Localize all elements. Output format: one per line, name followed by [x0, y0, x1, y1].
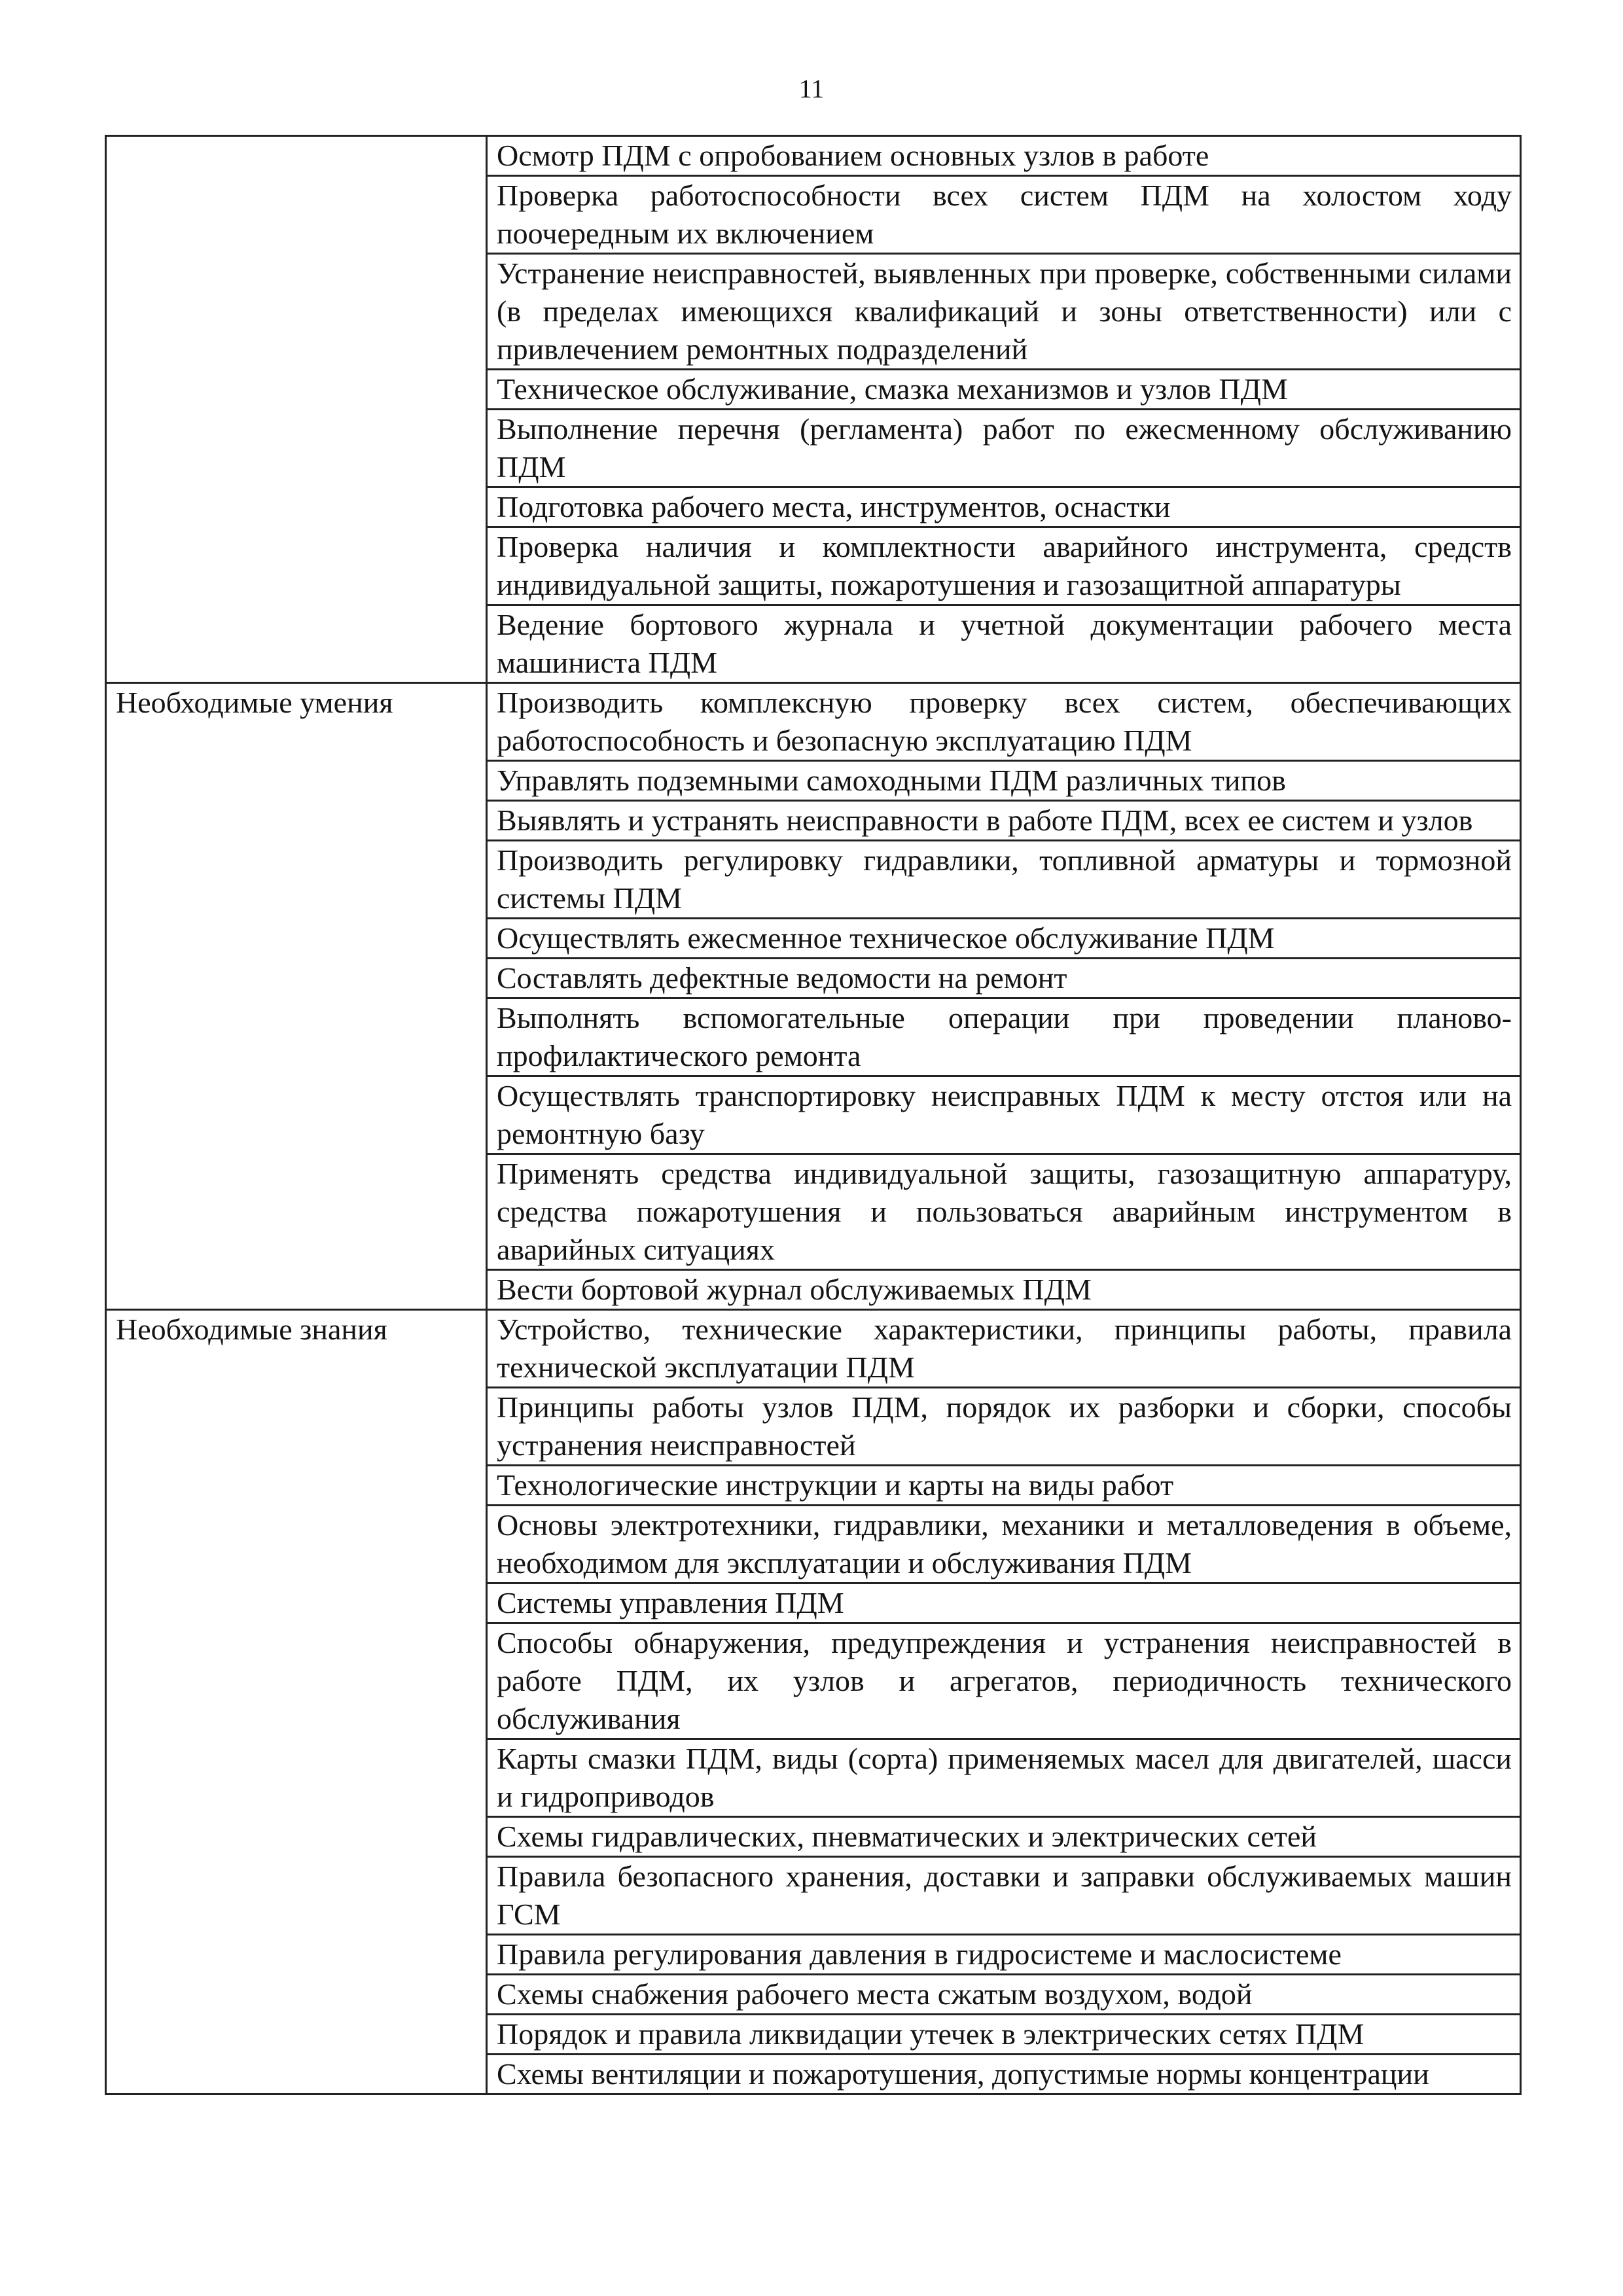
table-cell: Проверка наличия и комплектности аварийного инструмента, средств индивидуальной защиты, пожаротушения и газозащитной аппаратуры [487, 527, 1521, 605]
table-cell: Схемы вентиляции и пожаротушения, допустимые нормы концентрации [487, 2055, 1521, 2094]
table-row [106, 683, 1521, 761]
section-label: Необходимые умения [106, 683, 487, 1310]
table-cell: Осмотр ПДМ с опробованием основных узлов в работе [487, 136, 1521, 176]
table-cell: Основы электротехники, гидравлики, механики и металловедения в объеме, необходимом для эксплуатации и обслуживания ПДМ [487, 1506, 1521, 1583]
table-cell: Вести бортовой журнал обслуживаемых ПДМ [487, 1270, 1521, 1310]
table-cell: Схемы гидравлических, пневматических и электрических сетей [487, 1817, 1521, 1857]
table-cell: Правила регулирования давления в гидросистеме и маслосистеме [487, 1935, 1521, 1975]
page-number: 11 [798, 74, 825, 103]
section-label [106, 136, 487, 683]
table-cell: Подготовка рабочего места, инструментов, оснастки [487, 487, 1521, 527]
table-cell: Схемы снабжения рабочего места сжатым воздухом, водой [487, 1975, 1521, 2015]
table-cell: Осуществлять транспортировку неисправных ПДМ к месту отстоя или на ремонтную базу [487, 1076, 1521, 1154]
table-cell: Системы управления ПДМ [487, 1583, 1521, 1623]
table-cell: Производить регулировку гидравлики, топливной арматуры и тормозной системы ПДМ [487, 841, 1521, 919]
table-cell: Устранение неисправностей, выявленных при проверке, собственными силами (в пределах имеющихся квалификаций и зоны ответственности) или с привлечением ремонтных подразделений [487, 254, 1521, 370]
table-cell: Порядок и правила ликвидации утечек в электрических сетях ПДМ [487, 2015, 1521, 2055]
table-cell: Техническое обслуживание, смазка механизмов и узлов ПДМ [487, 370, 1521, 410]
requirements-table-body [106, 136, 1521, 2094]
table-cell: Составлять дефектные ведомости на ремонт [487, 959, 1521, 998]
table-cell: Принципы работы узлов ПДМ, порядок их разборки и сборки, способы устранения неисправностей [487, 1388, 1521, 1466]
requirements-table [105, 135, 1522, 2095]
table-cell: Правила безопасного хранения, доставки и заправки обслуживаемых машин ГСМ [487, 1857, 1521, 1935]
table-cell: Производить комплексную проверку всех систем, обеспечивающих работоспособность и безопасную эксплуатацию ПДМ [487, 683, 1521, 761]
table-row [106, 1310, 1521, 1388]
table-row [106, 136, 1521, 176]
table-cell: Выполнять вспомогательные операции при проведении планово-профилактического ремонта [487, 998, 1521, 1076]
table-cell: Технологические инструкции и карты на виды работ [487, 1466, 1521, 1506]
table-cell: Проверка работоспособности всех систем ПДМ на холостом ходу поочередным их включением [487, 176, 1521, 254]
table-cell: Применять средства индивидуальной защиты, газозащитную аппаратуру, средства пожаротушения и пользоваться аварийным инструментом в аварийных ситуациях [487, 1154, 1521, 1270]
table-cell: Карты смазки ПДМ, виды (сорта) применяемых масел для двигателей, шасси и гидроприводов [487, 1739, 1521, 1817]
table-cell: Ведение бортового журнала и учетной документации рабочего места машиниста ПДМ [487, 605, 1521, 683]
table-cell: Способы обнаружения, предупреждения и устранения неисправностей в работе ПДМ, их узлов и агрегатов, периодичность технического обслуживания [487, 1623, 1521, 1739]
table-cell: Выявлять и устранять неисправности в работе ПДМ, всех ее систем и узлов [487, 801, 1521, 841]
table-cell: Устройство, технические характеристики, принципы работы, правила технической эксплуатации ПДМ [487, 1310, 1521, 1388]
table-cell: Осуществлять ежесменное техническое обслуживание ПДМ [487, 919, 1521, 959]
table-cell: Выполнение перечня (регламента) работ по ежесменному обслуживанию ПДМ [487, 410, 1521, 487]
table-cell: Управлять подземными самоходными ПДМ различных типов [487, 761, 1521, 801]
section-label: Необходимые знания [106, 1310, 487, 2094]
